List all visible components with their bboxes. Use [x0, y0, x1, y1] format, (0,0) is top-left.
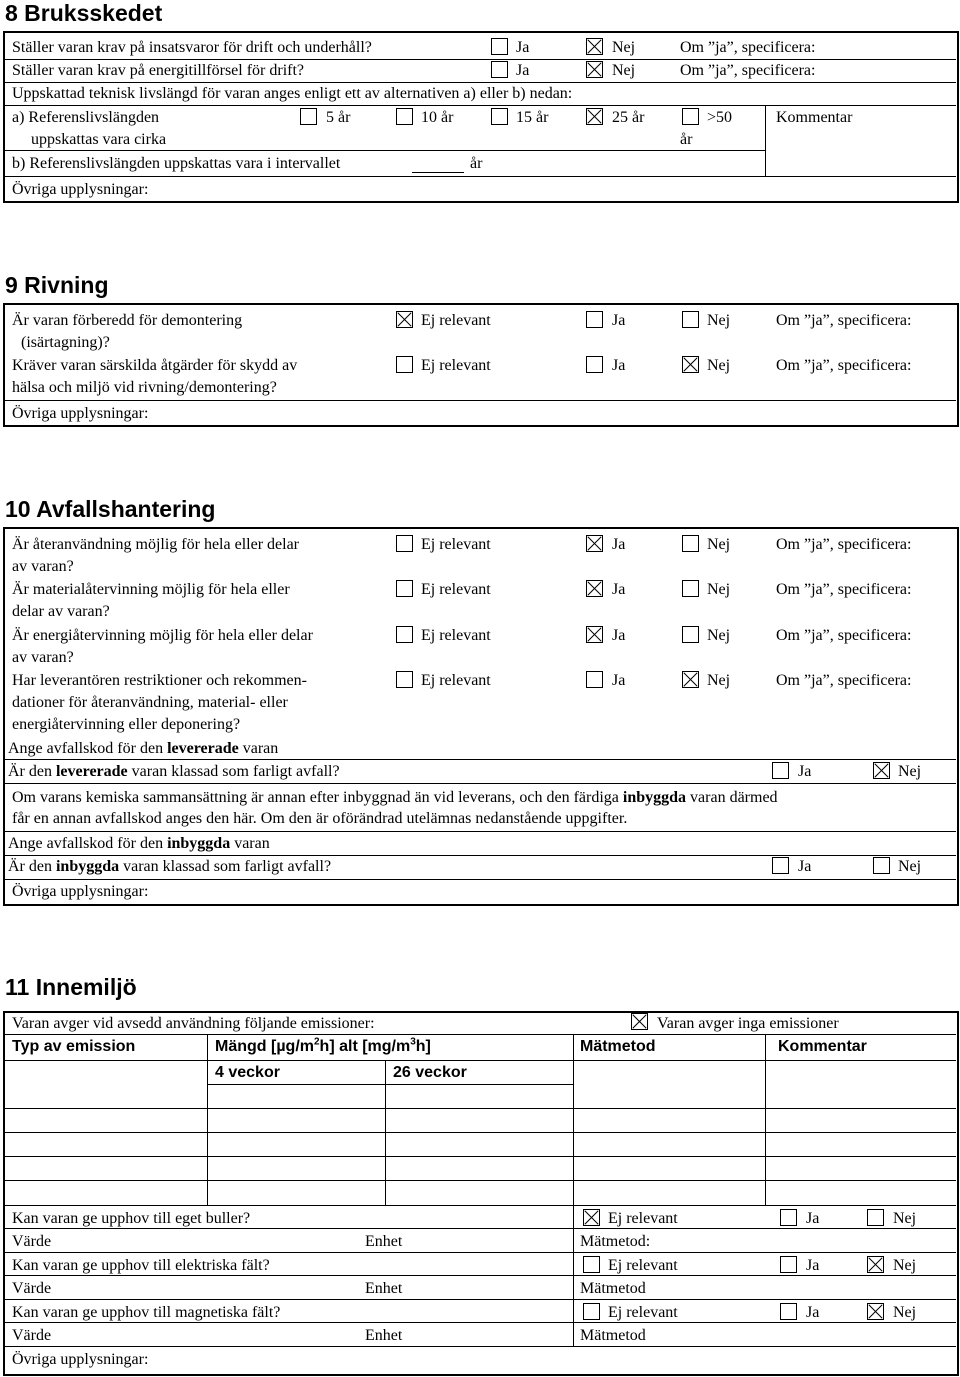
s10-q3-ej-label: Ej relevant [421, 627, 491, 644]
s11-el-ej-label: Ej relevant [608, 1257, 678, 1274]
s11-buller-nej-checkbox[interactable] [867, 1209, 884, 1226]
s8-25ar-label: 25 år [612, 109, 645, 126]
s9-q1-ja-label: Ja [612, 312, 626, 329]
s9-q2-ja-label: Ja [612, 357, 626, 374]
s8-25ar-checkbox[interactable] [586, 108, 603, 125]
s11-buller-ej-checkbox[interactable] [583, 1209, 600, 1226]
divider [765, 105, 766, 177]
divider [4, 1156, 956, 1157]
s8-intro: Uppskattad teknisk livslängd för varan anges enligt ett av alternativen a) eller b) nedan: [12, 85, 573, 102]
s10-q4-nej-checkbox[interactable] [682, 671, 699, 688]
s10-q2-nej-label: Nej [707, 581, 731, 598]
s10-q1-ja-label: Ja [612, 536, 626, 553]
s10-inbyggd-ja-checkbox[interactable] [772, 857, 789, 874]
s11-buller-ej-label: Ej relevant [608, 1210, 678, 1227]
s10-q1-spec: Om ”ja”, specificera: [776, 536, 912, 553]
s10-levererad-nej-label: Nej [898, 763, 922, 780]
s11-col-kommentar: Kommentar [778, 1038, 867, 1055]
s10-note-line1: Om varans kemiska sammansättning är annan efter inbyggnad än vid leverans, och den färdiga inbyggda varan därmed [12, 789, 778, 806]
s10-levererad-ja-label: Ja [798, 763, 812, 780]
s8-q2-nej-checkbox[interactable] [586, 61, 603, 78]
s10-q4-spec: Om ”ja”, specificera: [776, 672, 912, 689]
s11-buller-matmetod: Mätmetod: [580, 1233, 651, 1250]
s8-5ar-checkbox[interactable] [300, 108, 317, 125]
s10-q3a: Är energiåtervinning möjlig för hela eller delar [12, 627, 313, 644]
s11-inga-emissioner-checkbox[interactable] [631, 1013, 648, 1030]
divider [207, 1034, 208, 1206]
divider [765, 1034, 766, 1206]
s8-q1: Ställer varan krav på insatsvaror för drift och underhåll? [12, 39, 372, 56]
s8-b-line: b) Referenslivslängden uppskattas vara i intervallet [12, 155, 341, 172]
s10-avfallskod-levererad: Ange avfallskod för den levererade varan [8, 740, 279, 757]
s8-a-line2: uppskattas vara cirka [31, 131, 167, 148]
divider [4, 105, 956, 106]
s8-q1-spec: Om ”ja”, specificera: [680, 39, 816, 56]
s10-q2-ej-checkbox[interactable] [396, 580, 413, 597]
s11-el-ej-checkbox[interactable] [583, 1256, 600, 1273]
s8-q1-ja-checkbox[interactable] [491, 38, 508, 55]
s11-mag-matmetod: Mätmetod [580, 1327, 646, 1344]
divider [4, 759, 956, 760]
s10-q3b: av varan? [12, 649, 74, 666]
s8-50ar-unit: år [680, 131, 693, 148]
divider [4, 176, 956, 177]
s11-buller-ja-label: Ja [806, 1210, 820, 1227]
s10-q1b: av varan? [12, 558, 74, 575]
s8-q2: Ställer varan krav på energitillförsel för drift? [12, 62, 305, 79]
s10-q4-nej-label: Nej [707, 672, 731, 689]
s10-farligt-levererad: Är den levererade varan klassad som farligt avfall? [8, 763, 340, 780]
s10-q2a: Är materialåtervinning möjlig för hela eller [12, 581, 290, 598]
section-11-heading: 11 Innemiljö [5, 974, 137, 1000]
s11-mag-nej-checkbox[interactable] [867, 1303, 884, 1320]
s9-q2-ja-checkbox[interactable] [586, 356, 603, 373]
s9-q1-ej-checkbox[interactable] [396, 311, 413, 328]
s11-sub-4veckor: 4 veckor [215, 1064, 280, 1081]
s9-q1a: Är varan förberedd för demontering [12, 312, 243, 329]
s9-q2-spec: Om ”ja”, specificera: [776, 357, 912, 374]
s10-q1-nej-checkbox[interactable] [682, 535, 699, 552]
s8-15ar-checkbox[interactable] [491, 108, 508, 125]
s11-mag-enhet: Enhet [365, 1327, 403, 1344]
s10-q2-ej-label: Ej relevant [421, 581, 491, 598]
s8-q1-nej-label: Nej [612, 39, 636, 56]
s11-buller-ja-checkbox[interactable] [780, 1209, 797, 1226]
divider [4, 1322, 956, 1323]
s8-15ar-label: 15 år [516, 109, 549, 126]
s10-q4-ej-checkbox[interactable] [396, 671, 413, 688]
s8-5ar-label: 5 år [326, 109, 351, 126]
s10-q1a: Är återanvändning möjlig för hela eller delar [12, 536, 299, 553]
divider [4, 1180, 956, 1181]
divider [4, 1034, 956, 1035]
s11-buller-nej-label: Nej [893, 1210, 917, 1227]
divider [4, 1108, 956, 1109]
s10-q1-ja-checkbox[interactable] [586, 535, 603, 552]
s9-q1b: (isärtagning)? [21, 334, 110, 351]
divider [4, 783, 956, 784]
s11-el-question: Kan varan ge upphov till elektriska fält? [12, 1257, 270, 1274]
divider [4, 1132, 956, 1133]
s8-q2-ja-label: Ja [516, 62, 530, 79]
divider [208, 1084, 574, 1085]
s11-buller-enhet: Enhet [365, 1233, 403, 1250]
s11-inga-emissioner-label: Varan avger inga emissioner [657, 1015, 839, 1032]
divider [4, 1205, 956, 1206]
s10-q1-ej-label: Ej relevant [421, 536, 491, 553]
s11-mag-ej-checkbox[interactable] [583, 1303, 600, 1320]
s10-q3-ja-checkbox[interactable] [586, 626, 603, 643]
s11-el-matmetod: Mätmetod [580, 1280, 646, 1297]
divider [4, 1252, 956, 1253]
s9-q1-nej-label: Nej [707, 312, 731, 329]
s9-q2-nej-checkbox[interactable] [682, 356, 699, 373]
divider [4, 1275, 956, 1276]
s11-mag-ej-label: Ej relevant [608, 1304, 678, 1321]
s8-10ar-checkbox[interactable] [396, 108, 413, 125]
s9-q2-nej-label: Nej [707, 357, 731, 374]
divider [573, 1205, 574, 1347]
s11-col-mangd: Mängd $[\mu g/m^2h]$ alt $[mg/m^3h]$ [215, 1036, 431, 1055]
divider [4, 82, 956, 83]
s8-q2-nej-label: Nej [612, 62, 636, 79]
s10-q2b: delar av varan? [12, 603, 110, 620]
s11-buller-question: Kan varan ge upphov till eget buller? [12, 1210, 251, 1227]
s10-q2-ja-label: Ja [612, 581, 626, 598]
s8-q1-ja-label: Ja [516, 39, 530, 56]
divider [4, 59, 956, 60]
s11-el-nej-label: Nej [893, 1257, 917, 1274]
s10-q4-ja-label: Ja [612, 672, 626, 689]
s10-q3-nej-checkbox[interactable] [682, 626, 699, 643]
s9-ovriga: Övriga upplysningar: [12, 405, 149, 422]
s10-q4-ej-label: Ej relevant [421, 672, 491, 689]
s8-interval-field[interactable] [412, 172, 464, 173]
s8-kommentar: Kommentar [776, 109, 853, 126]
divider [4, 1060, 956, 1061]
section-9-heading: 9 Rivning [5, 272, 109, 298]
s11-el-nej-checkbox[interactable] [867, 1256, 884, 1273]
s10-ovriga: Övriga upplysningar: [12, 883, 149, 900]
s10-q4a: Har leverantören restriktioner och rekommen- [12, 672, 307, 689]
s11-col-typ: Typ av emission [12, 1038, 136, 1055]
s10-avfallskod-inbyggd: Ange avfallskod för den inbyggda varan [8, 835, 270, 852]
s10-q3-spec: Om ”ja”, specificera: [776, 627, 912, 644]
s8-a-line1: a) Referenslivslängden [12, 109, 160, 126]
s8-q2-ja-checkbox[interactable] [491, 61, 508, 78]
s11-mag-ja-checkbox[interactable] [780, 1303, 797, 1320]
s11-mag-ja-label: Ja [806, 1304, 820, 1321]
s8-10ar-label: 10 år [421, 109, 454, 126]
s11-col-matmetod: Mätmetod [580, 1038, 656, 1055]
s9-q1-spec: Om ”ja”, specificera: [776, 312, 912, 329]
s9-q2b: hälsa och miljö vid rivning/demontering? [12, 379, 277, 396]
divider [4, 1228, 956, 1229]
s10-farligt-inbyggd: Är den inbyggda varan klassad som farligt avfall? [8, 858, 332, 875]
s9-q1-nej-checkbox[interactable] [682, 311, 699, 328]
s8-ovriga: Övriga upplysningar: [12, 181, 149, 198]
s8-50ar-label: >50 [707, 109, 733, 126]
divider [4, 150, 766, 151]
s8-50ar-checkbox[interactable] [682, 108, 699, 125]
s11-mag-nej-label: Nej [893, 1304, 917, 1321]
s10-q4-ja-checkbox[interactable] [586, 671, 603, 688]
s11-ovriga: Övriga upplysningar: [12, 1351, 149, 1368]
s10-q2-ja-checkbox[interactable] [586, 580, 603, 597]
s10-levererad-nej-checkbox[interactable] [873, 762, 890, 779]
s10-q4b: dationer för återanvändning, material- eller [12, 694, 288, 711]
divider [4, 831, 956, 832]
s9-q2a: Kräver varan särskilda åtgärder för skydd av [12, 357, 298, 374]
s10-inbyggd-ja-label: Ja [798, 858, 812, 875]
divider [4, 855, 956, 856]
s11-emis-question: Varan avger vid avsedd användning följande emissioner: [12, 1015, 375, 1032]
s10-q3-ej-checkbox[interactable] [396, 626, 413, 643]
s10-inbyggd-nej-label: Nej [898, 858, 922, 875]
s9-q2-ej-checkbox[interactable] [396, 356, 413, 373]
s8-b-unit: år [470, 155, 483, 172]
s10-q1-nej-label: Nej [707, 536, 731, 553]
s9-q1-ej-label: Ej relevant [421, 312, 491, 329]
s9-q2-ej-label: Ej relevant [421, 357, 491, 374]
s8-q2-spec: Om ”ja”, specificera: [680, 62, 816, 79]
divider [4, 879, 956, 880]
s11-el-ja-label: Ja [806, 1257, 820, 1274]
s10-note-line2: får en annan avfallskod anges den här. Om den är oförändrad utelämnas nedanstående uppgifter. [12, 810, 628, 827]
divider [4, 400, 956, 401]
s10-levererad-ja-checkbox[interactable] [772, 762, 789, 779]
s10-q3-ja-label: Ja [612, 627, 626, 644]
divider [4, 1299, 956, 1300]
s9-q1-ja-checkbox[interactable] [586, 311, 603, 328]
s10-q2-nej-checkbox[interactable] [682, 580, 699, 597]
divider [385, 1060, 386, 1206]
section-8-heading: 8 Bruksskedet [5, 0, 163, 26]
s10-q2-spec: Om ”ja”, specificera: [776, 581, 912, 598]
s11-sub-26veckor: 26 veckor [393, 1064, 467, 1081]
s11-mag-question: Kan varan ge upphov till magnetiska fält? [12, 1304, 281, 1321]
s11-mag-varde: Värde [12, 1327, 52, 1344]
s11-el-enhet: Enhet [365, 1280, 403, 1297]
section-10-heading: 10 Avfallshantering [5, 496, 216, 522]
s10-q4c: energiåtervinning eller deponering? [12, 716, 241, 733]
s11-el-ja-checkbox[interactable] [780, 1256, 797, 1273]
s10-q1-ej-checkbox[interactable] [396, 535, 413, 552]
s8-q1-nej-checkbox[interactable] [586, 38, 603, 55]
s10-q3-nej-label: Nej [707, 627, 731, 644]
divider [4, 1346, 956, 1347]
divider [573, 1034, 574, 1206]
s10-inbyggd-nej-checkbox[interactable] [873, 857, 890, 874]
s11-el-varde: Värde [12, 1280, 52, 1297]
s11-buller-varde: Värde [12, 1233, 52, 1250]
